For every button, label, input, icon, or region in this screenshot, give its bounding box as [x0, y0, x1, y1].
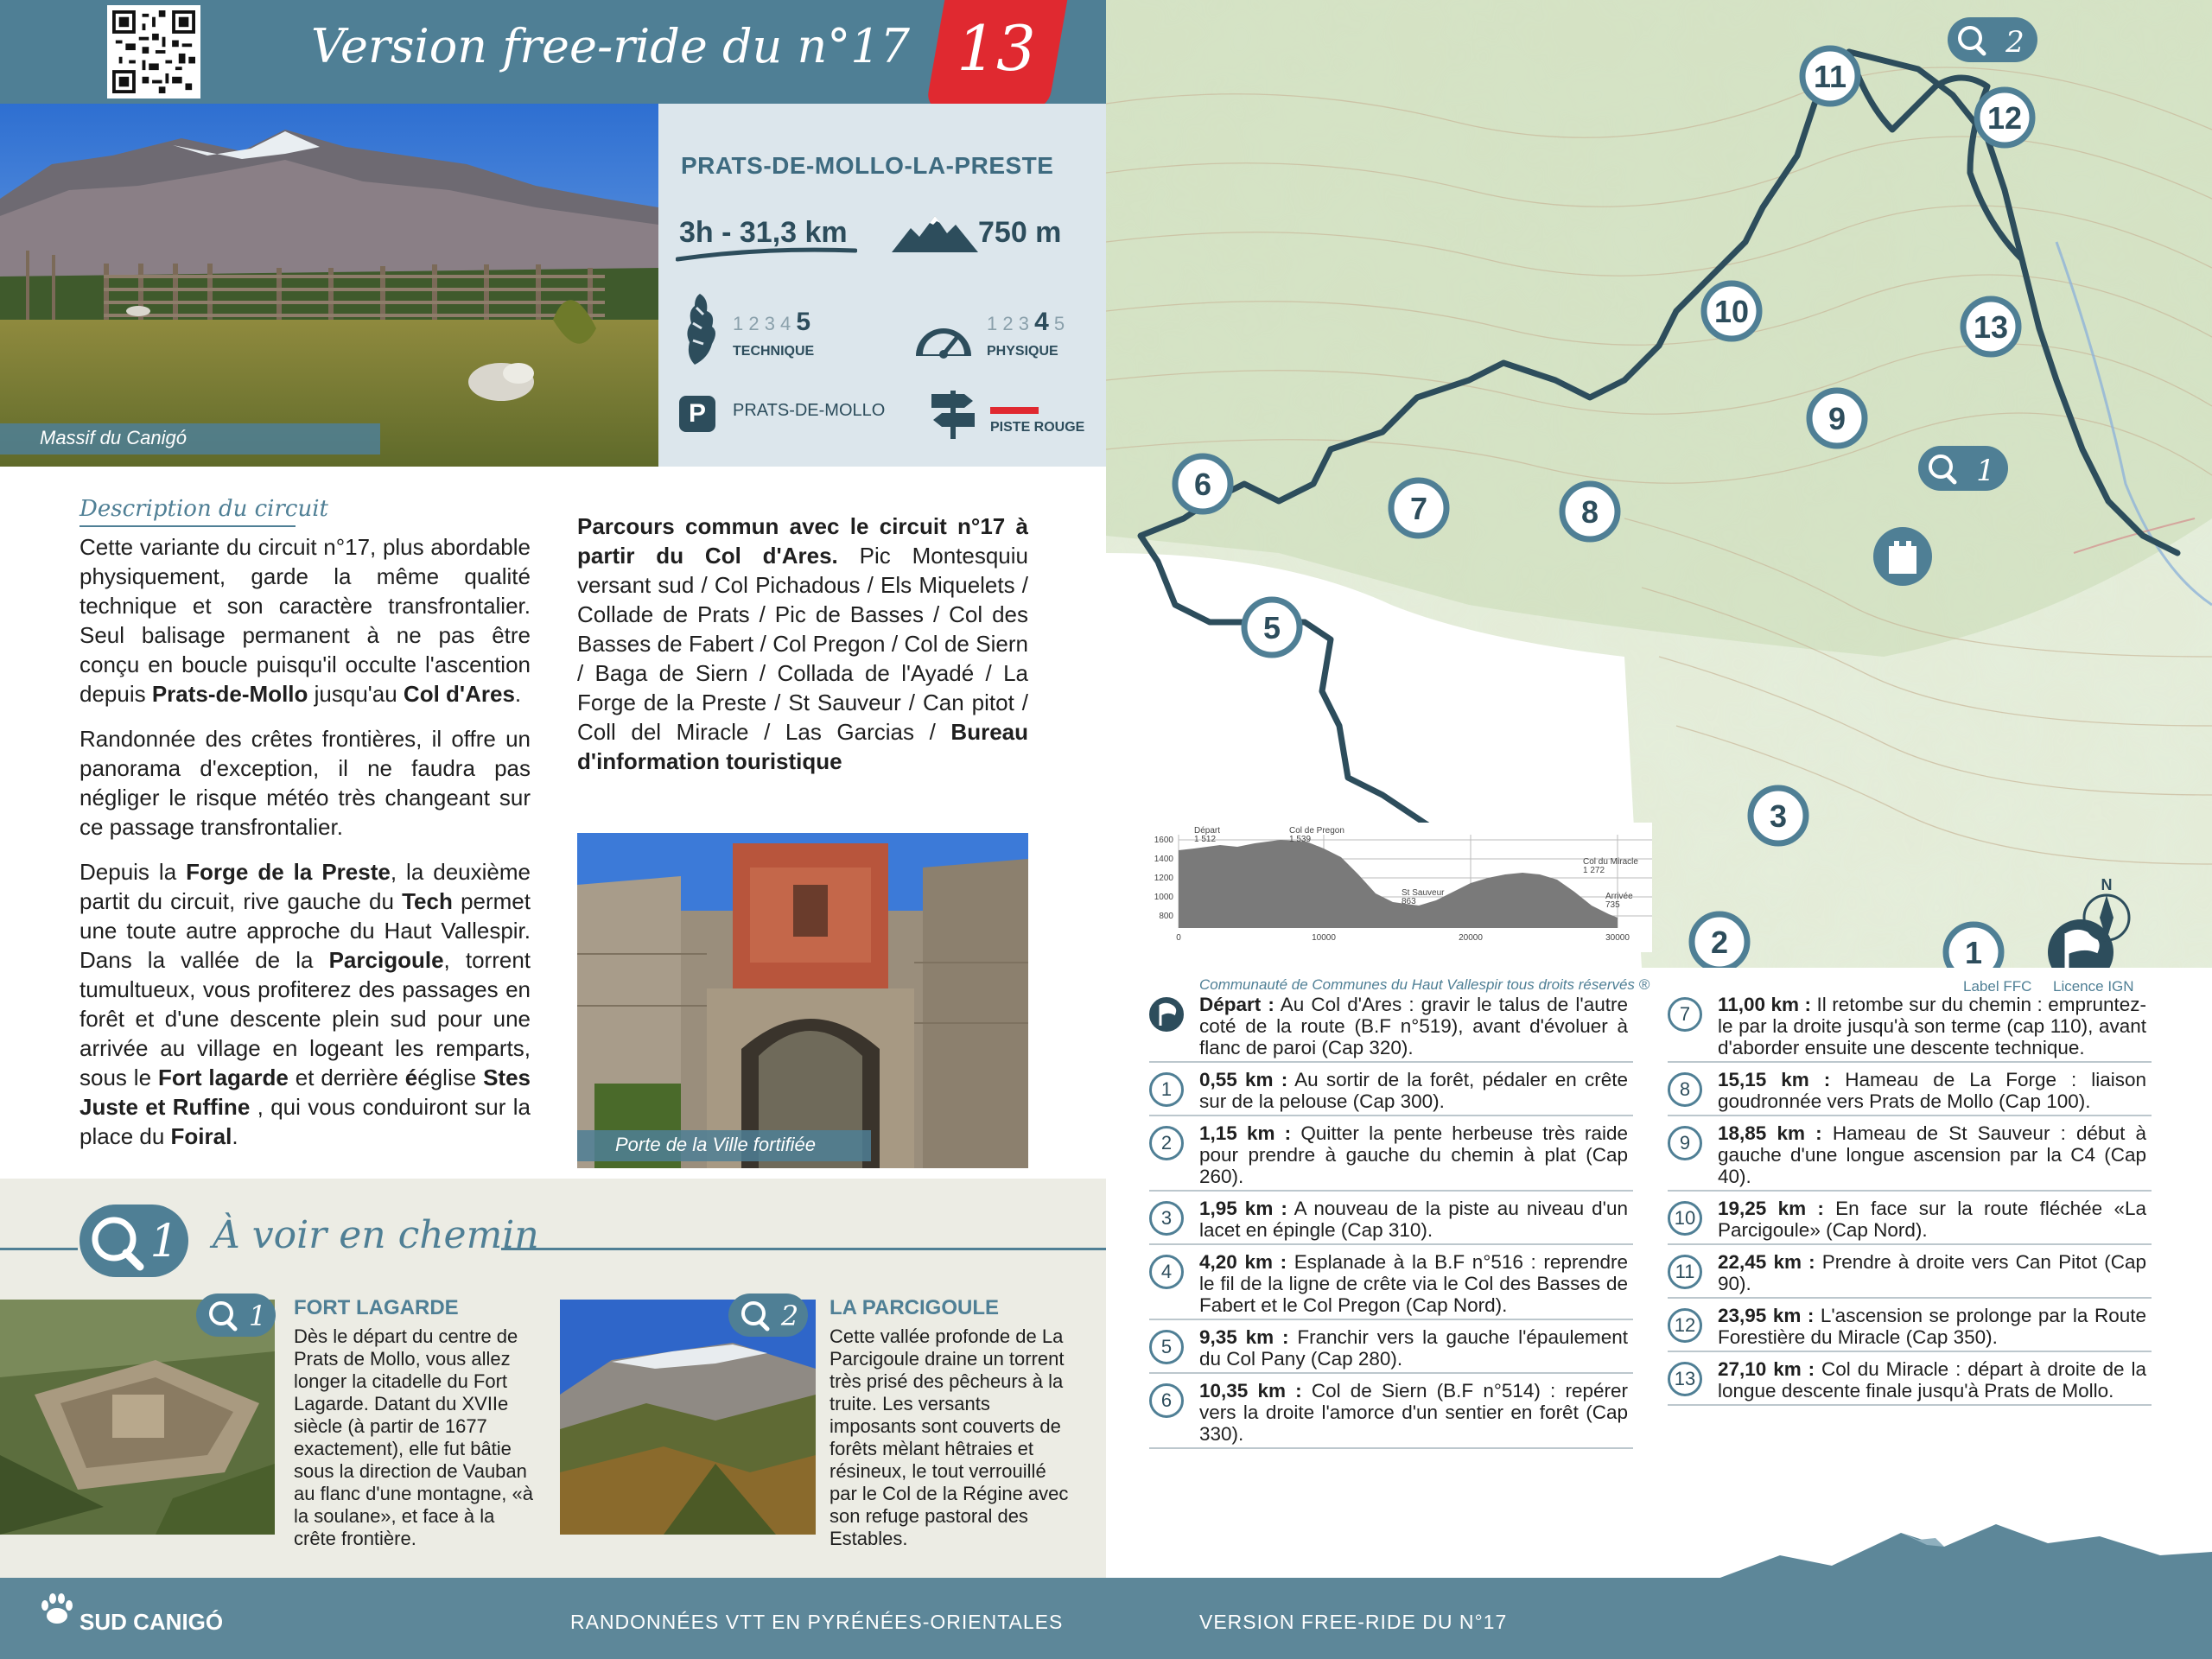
profile-label-arrivee-alt: 735 — [1605, 900, 1620, 910]
roadbook-step — [1149, 1122, 1633, 1192]
roadbook-step-text — [1199, 1198, 1628, 1241]
paw-logo-icon — [40, 1592, 74, 1626]
roadbook-step-instruction: En face sur la route fléchée «La Parcigoule» (Cap Nord). — [1718, 1198, 2146, 1241]
description-paragraph-1: Cette variante du circuit n°17, plus abordable physiquement, garde la même qualité technique et son caractère transfrontalier. Seul balisage permanent à ne pas être conçu en boucle puisqu'il occulte l'ascention depuis Prats-de-Mollo jusqu'au Col d'Ares. — [79, 534, 531, 707]
roadbook-step-text — [1718, 1305, 2146, 1348]
poi-icon-number: 1 — [149, 1216, 179, 1268]
poi-2-marker[interactable] — [1948, 17, 2037, 62]
waypoint-7[interactable] — [1391, 480, 1446, 536]
waypoint-13[interactable] — [1963, 299, 2018, 354]
parcigoule-text: Cette vallée profonde de La Parcigoule draine un torrent très prisé des pêcheurs à la truite. Les versants imposants sont couverts de forêts mèlant hêtraies et résineux, le tout verrouillé par le Col de la Régine avec son refuge pastoral des Estables. — [830, 1325, 1069, 1549]
roadbook-step-instruction: Au sortir de la forêt, pédaler en crête sur de la pelouse (Cap 300). — [1199, 1069, 1628, 1112]
signpost-icon — [930, 387, 976, 439]
fort-lagarde-text: Dès le départ du centre de Prats de Mollo, vous allez longer la citadelle du Fort Lagarde. Datant du XVIIe siècle (à partir de 1677 exactement), elle fut bâtie sous la direction de Vauban au flanc d'une montagne, «à la soulane», et face à la crête frontière. — [294, 1325, 533, 1549]
roadbook-step — [1149, 994, 1633, 1063]
roadbook-step-km: 10,35 km : — [1199, 1380, 1302, 1402]
profile-label-miracle-alt: 1 272 — [1583, 866, 1605, 875]
roadbook-step — [1668, 1198, 2152, 1245]
roadbook-step — [1149, 1069, 1633, 1116]
roadbook-step — [1668, 1122, 2152, 1192]
poi-2-number: 2 — [780, 1300, 799, 1332]
waypoint-3[interactable] — [1751, 788, 1806, 843]
roadbook-step-km: 9,35 km : — [1199, 1326, 1289, 1348]
roadbook-step-km: 22,45 km : — [1718, 1251, 1815, 1273]
parking-icon: P — [679, 396, 715, 432]
poi-2-badge — [728, 1293, 809, 1338]
roadbook-step-number: 6 — [1149, 1383, 1184, 1418]
roadbook-step — [1668, 1305, 2152, 1352]
profile-x-tick: 10000 — [1312, 933, 1336, 943]
gate-photo — [577, 833, 1028, 1168]
roadbook-step-number: 12 — [1668, 1308, 1702, 1343]
poi-1-badge — [195, 1293, 276, 1338]
profile-label-pregon: Col de Pregon — [1289, 826, 1344, 836]
roadbook-step-instruction: Col du Miracle : départ à droite de la longue descente finale jusqu'à Prats de Mollo. — [1718, 1358, 2146, 1402]
elevation-gain: 750 m — [978, 216, 1062, 249]
north-label: N — [2101, 876, 2113, 893]
start-town: PRATS-DE-MOLLO-LA-PRESTE — [681, 152, 1054, 179]
roadbook-step — [1149, 1326, 1633, 1374]
roadbook-step-instruction: Il retombe sur du chemin : empruntez-le par la droite jusqu'à son terme (cap 110), avant d'aborder ensuite une descente technique. — [1718, 994, 2146, 1058]
description-paragraph-3: Depuis la Forge de la Preste, la deuxième partit du circuit, rive gauche du Tech permet une toute autre approche du Haut Vallespir. Dans la vallée de la Parcigoule, torrent tumultueux, vous profiterez des passages en forêt et d'une descente plein sud pour une arrivée au village en logeant les remparts, sous le Fort lagarde et derrière ééglise Stes Juste et Ruffine , qui vous conduiront sur la place du Foiral. — [79, 859, 531, 1149]
start-flag-icon — [1149, 997, 1184, 1032]
parcigoule-title: LA PARCIGOULE — [830, 1296, 999, 1319]
waypoint-6[interactable] — [1175, 456, 1230, 512]
physique-scale-after: 5 — [1053, 313, 1065, 334]
waypoint-3-label: 3 — [1769, 798, 1788, 834]
roadbook-step-text — [1199, 1326, 1628, 1370]
roadbook-step-number: 5 — [1149, 1330, 1184, 1364]
waypoint-9[interactable] — [1809, 391, 1865, 446]
physique-label: PHYSIQUE — [987, 344, 1058, 359]
roadbook-step-instruction: Franchir vers la gauche l'épaulement du Col Pany (Cap 280). — [1199, 1326, 1628, 1370]
profile-y-tick: 1000 — [1154, 893, 1173, 902]
waypoint-10-label: 10 — [1713, 294, 1750, 329]
roadbook-step-instruction: A nouveau de la piste au niveau d'un lacet en épingle (Cap 310). — [1199, 1198, 1628, 1241]
waypoint-10[interactable] — [1704, 283, 1759, 339]
roadbook-step-text — [1718, 1251, 2146, 1294]
roadbook-step-km: 27,10 km : — [1718, 1358, 1815, 1380]
roadbook-step-number: 3 — [1149, 1201, 1184, 1236]
waypoint-12[interactable] — [1977, 90, 2032, 145]
profile-y-tick: 1400 — [1154, 855, 1173, 864]
see-divider-right — [501, 1248, 1106, 1250]
gauge-icon — [912, 315, 975, 359]
profile-x-tick: 20000 — [1459, 933, 1483, 943]
roadbook-step-km: 18,85 km : — [1718, 1122, 1822, 1144]
roadbook-step-number: 1 — [1149, 1072, 1184, 1107]
waypoint-2[interactable] — [1692, 914, 1747, 968]
roadbook-step-km: 4,20 km : — [1199, 1251, 1287, 1273]
roadbook-step-text — [1199, 994, 1628, 1058]
roadbook-step-km: 0,55 km : — [1199, 1069, 1288, 1090]
roadbook-step-instruction: Col de Siern (B.F n°514) : repérer vers la droite l'amorce d'un sentier en forêt (Cap 330). — [1199, 1380, 1628, 1445]
roadbook-step-number: 8 — [1668, 1072, 1702, 1107]
profile-y-tick: 1600 — [1154, 836, 1173, 845]
waypoint-8-label: 8 — [1580, 494, 1599, 530]
roadbook-step-number: 11 — [1668, 1255, 1702, 1289]
roadbook-step — [1149, 1198, 1633, 1245]
gate-caption: Porte de la Ville fortifiée — [615, 1134, 816, 1155]
profile-label-pregon-alt: 1 539 — [1289, 835, 1312, 844]
roadbook-step-km: Départ : — [1199, 994, 1274, 1015]
description-heading: Description du circuit — [79, 496, 328, 522]
magnifier-poi-icon — [78, 1203, 190, 1279]
elevation-profile — [1142, 823, 1652, 952]
roadbook-step-km: 23,95 km : — [1718, 1305, 1815, 1326]
roadbook-step-km: 11,00 km : — [1718, 994, 1812, 1015]
roadbook-step — [1668, 994, 2152, 1063]
profile-label-arrivee: Arrivée — [1605, 892, 1633, 901]
fort-lagarde-title: FORT LAGARDE — [294, 1296, 459, 1319]
parking-label: PRATS-DE-MOLLO — [733, 401, 886, 420]
profile-label-sauveur: St Sauveur — [1402, 888, 1445, 898]
description-paragraph-4: Parcours commun avec le circuit n°17 à partir du Col d'Ares. Pic Montesquiu versant sud / Col Pichadous / Els Miquelets / Collade de Prats / Pic de Basses / Col des Basses de Fabert / Col Pregon / Col de Siern / Baga de Siern / Collada de l'Ayadé / La Forge de la Preste / St Sauveur / Can pitot / Coll del Miracle / Las Garcias / Bureau d'information touristique — [577, 513, 1028, 774]
footer-logo: SUD CANIGÓ — [79, 1609, 224, 1635]
footer-series-title: RANDONNÉES VTT EN PYRÉNÉES-ORIENTALES — [570, 1611, 1064, 1633]
technique-scale — [733, 308, 810, 337]
roadbook-step — [1668, 1069, 2152, 1116]
roadbook-step-number: 13 — [1668, 1362, 1702, 1396]
roadbook-step-instruction: L'ascension se prolonge par la Route Forestière du Miracle (Cap 350). — [1718, 1305, 2146, 1348]
technique-hand-icon — [683, 290, 722, 366]
mountain-icon — [892, 209, 978, 257]
technique-scale-values: 1 2 3 4 — [733, 313, 791, 334]
waypoint-11-label: 11 — [1813, 59, 1847, 94]
map-credit: Communauté de Communes du Haut Vallespir tous droits réservés ® — [1199, 976, 1650, 993]
roadbook-step — [1668, 1358, 2152, 1406]
waypoint-7-label: 7 — [1409, 491, 1428, 526]
roadbook-step-instruction: Au Col d'Ares : gravir le talus de l'autre coté de la route (B.F n°519), avant d'évoluer à flanc de paroi (Cap 320). — [1199, 994, 1628, 1058]
waypoint-5-label: 5 — [1262, 610, 1281, 645]
poi-1-marker[interactable] — [1918, 446, 2008, 491]
footer-route-title: VERSION FREE-RIDE DU N°17 — [1199, 1611, 1508, 1633]
physique-scale-before: 1 2 3 — [987, 313, 1029, 334]
licence-ign: Licence IGN — [2053, 978, 2134, 995]
qr-code[interactable] — [107, 5, 200, 99]
piste-label: PISTE ROUGE — [990, 420, 1085, 435]
profile-label-sauveur-alt: 863 — [1402, 897, 1416, 906]
technique-level: 5 — [796, 308, 811, 336]
technique-label: TECHNIQUE — [733, 344, 815, 359]
description-paragraph-2: Randonnée des crêtes frontières, il offre un panorama d'exception, il ne faudra pas négliger le risque météo très changeant sur ce passage transfrontalier. — [79, 726, 531, 840]
roadbook-step-km: 15,15 km : — [1718, 1069, 1831, 1090]
qr-code-icon — [112, 10, 195, 93]
roadbook-step — [1149, 1251, 1633, 1320]
roadbook-step-number: 2 — [1149, 1126, 1184, 1160]
castle-marker[interactable] — [1873, 527, 1932, 586]
physique-level: 4 — [1034, 308, 1049, 336]
fortified-gate-image — [577, 833, 1028, 1168]
roadbook-step-instruction: Hameau de La Forge : liaison goudronnée vers Prats de Mollo (Cap 100). — [1718, 1069, 2146, 1112]
hero-caption: Massif du Canigó — [40, 427, 187, 448]
route-number: 13 — [957, 12, 1036, 85]
profile-label-miracle: Col du Miracle — [1583, 857, 1638, 867]
roadbook-step-text — [1718, 1198, 2146, 1241]
hero-photo — [0, 104, 658, 467]
roadbook-step-text — [1199, 1069, 1628, 1112]
see-on-route-heading: À voir en chemin — [213, 1213, 539, 1257]
waypoint-12-label: 12 — [1986, 100, 2023, 136]
roadbook-step-text — [1718, 1122, 2146, 1187]
roadbook-step-text — [1718, 994, 2146, 1058]
roadbook-step-number: 9 — [1668, 1126, 1702, 1160]
roadbook-step-instruction: Hameau de St Sauveur : début à gauche d'une longue ascension par la C4 (Cap 40). — [1718, 1122, 2146, 1187]
duration-distance: 3h - 31,3 km — [679, 216, 848, 249]
roadbook-step — [1668, 1251, 2152, 1299]
profile-x-tick: 30000 — [1605, 933, 1630, 943]
roadbook-step-number: 10 — [1668, 1201, 1702, 1236]
waypoint-11[interactable] — [1802, 48, 1858, 104]
roadbook-step-text — [1199, 1380, 1628, 1445]
waypoint-9-label: 9 — [1827, 401, 1847, 436]
profile-label-depart: Départ — [1194, 826, 1221, 836]
waypoint-6-label: 6 — [1193, 467, 1212, 502]
description-column-2 — [577, 512, 1028, 791]
description-column-1 — [79, 532, 531, 1166]
waypoint-1-label: 1 — [1964, 935, 1983, 968]
waypoint-8[interactable] — [1562, 484, 1618, 539]
roadbook-step-km: 19,25 km : — [1718, 1198, 1824, 1219]
roadbook-column-2 — [1668, 994, 2152, 1412]
see-divider-left — [0, 1248, 78, 1250]
roadbook-step-instruction: Prendre à droite vers Can Pitot (Cap 90). — [1718, 1251, 2146, 1294]
profile-y-tick: 800 — [1159, 912, 1173, 921]
roadbook-step — [1149, 1380, 1633, 1449]
roadbook-step-instruction: Esplanade à la B.F n°516 : reprendre le fil de la ligne de crête via le Col des Basses de Fabert et le Col Pregon (Cap Nord). — [1199, 1251, 1628, 1316]
poi-1-marker-label: 1 — [1976, 454, 1995, 488]
label-ffc: Label FFC — [1963, 978, 2032, 995]
profile-label-depart-alt: 1 512 — [1194, 835, 1217, 844]
waypoint-13-label: 13 — [1973, 309, 2009, 345]
roadbook-step-text — [1718, 1069, 2146, 1112]
waypoint-2-label: 2 — [1710, 925, 1729, 960]
roadbook-column-1 — [1149, 994, 1633, 1455]
profile-y-tick: 1200 — [1154, 874, 1173, 883]
waypoint-1[interactable] — [1946, 925, 2001, 968]
description-underline — [79, 525, 296, 527]
roadbook-step-number: 7 — [1668, 997, 1702, 1032]
piste-color-bar — [990, 407, 1039, 414]
roadbook-step-km: 1,15 km : — [1199, 1122, 1292, 1144]
poi-2-marker-label: 2 — [2005, 25, 2024, 60]
roadbook-step-instruction: Quitter la pente herbeuse très raide pour prendre à gauche du chemin à plat (Cap 260). — [1199, 1122, 1628, 1187]
canigo-landscape-image — [0, 104, 658, 467]
page-title: Version free-ride du n°17 — [311, 19, 910, 73]
roadbook-step-text — [1199, 1122, 1628, 1187]
poi-1-number: 1 — [248, 1300, 267, 1332]
physique-scale — [987, 308, 1065, 337]
swoosh-icon — [676, 245, 857, 263]
roadbook-step-km: 1,95 km : — [1199, 1198, 1287, 1219]
roadbook-step-text — [1199, 1251, 1628, 1316]
roadbook-step-text — [1718, 1358, 2146, 1402]
footer-mountain-icon — [1711, 1521, 2212, 1581]
waypoint-5[interactable] — [1244, 600, 1300, 655]
profile-x-tick: 0 — [1176, 933, 1181, 943]
roadbook-step-number: 4 — [1149, 1255, 1184, 1289]
